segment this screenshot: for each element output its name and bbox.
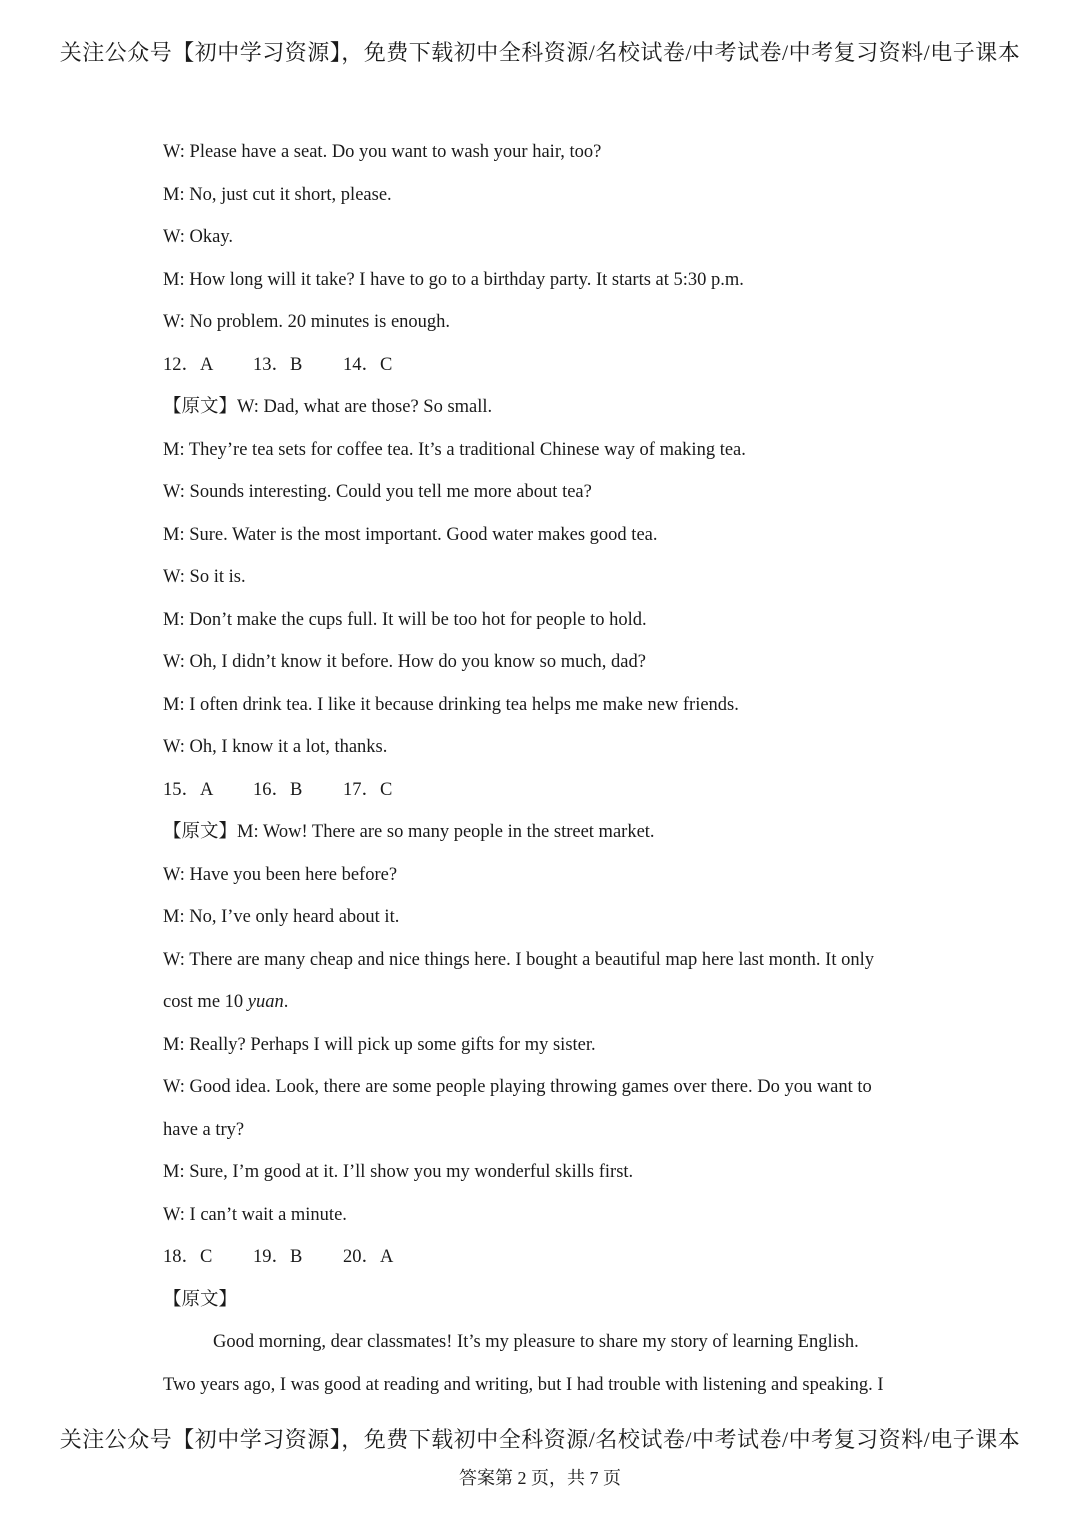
answer-row bbox=[163, 353, 923, 396]
document-body bbox=[163, 140, 923, 1415]
answer-14: 14．C bbox=[343, 354, 393, 375]
text-line: W: Okay. bbox=[163, 227, 234, 247]
answer-20: 20．A bbox=[343, 1247, 394, 1267]
text-line: M: Don’t make the cups full. It will be too hot for people to hold. bbox=[163, 609, 647, 630]
text-line: M: No, just cut it short, please. bbox=[163, 184, 392, 205]
text-line: 【原文】M: Wow! There are so many people in the street market. bbox=[163, 822, 655, 842]
text-line: M: No, I’ve only heard about it. bbox=[163, 907, 400, 927]
text-line bbox=[163, 990, 923, 1033]
text-line: W: Oh, I didn’t know it before. How do you know so much, dad? bbox=[163, 652, 646, 672]
answer-18: 18．C bbox=[163, 1247, 213, 1267]
text-line: W: Good idea. Look, there are some people playing throwing games over there. Do you want to bbox=[163, 1077, 872, 1097]
text-line: M: How long will it take? I have to go to a birthday party. It starts at 5:30 p.m. bbox=[163, 269, 744, 290]
page-number: 答案第 2 页，共 7 页 bbox=[459, 1468, 621, 1488]
text-line: W: I can’t wait a minute. bbox=[163, 1204, 347, 1225]
italic-word: yuan bbox=[247, 992, 284, 1012]
answer-13: 13．B bbox=[253, 354, 303, 375]
header-banner: 关注公众号【初中学习资源】，免费下载初中全科资源/名校试卷/中考试卷/中考复习资料/电子课本 bbox=[59, 40, 1021, 65]
text-line: 【原文】W: Dad, what are those? So small. bbox=[163, 397, 493, 417]
text-line: W: There are many cheap and nice things here. I bought a beautiful map here last month. It only bbox=[163, 949, 874, 970]
text-line: Good morning, dear classmates! It’s my pleasure to share my story of learning English. bbox=[213, 1332, 859, 1352]
text-line: 【原文】 bbox=[163, 1289, 238, 1310]
text-line: M: Sure, I’m good at it. I’ll show you my wonderful skills first. bbox=[163, 1162, 634, 1182]
answer-15: 15．A bbox=[163, 779, 214, 800]
text-line: W: Please have a seat. Do you want to wash your hair, too? bbox=[163, 142, 602, 162]
text-line: M: They’re tea sets for coffee tea. It’s a traditional Chinese way of making tea. bbox=[163, 439, 746, 460]
text-line: M: I often drink tea. I like it because drinking tea helps me make new friends. bbox=[163, 694, 739, 715]
text-line: have a try? bbox=[163, 1119, 245, 1140]
text-line: W: Have you been here before? bbox=[163, 864, 398, 885]
footer-banner: 关注公众号【初中学习资源】，免费下载初中全科资源/名校试卷/中考试卷/中考复习资料/电子课本 bbox=[59, 1427, 1021, 1452]
answer-16: 16．B bbox=[253, 779, 303, 800]
answer-17: 17．C bbox=[343, 779, 393, 800]
text-line: W: No problem. 20 minutes is enough. bbox=[163, 312, 451, 332]
text-line: M: Really? Perhaps I will pick up some gifts for my sister. bbox=[163, 1034, 596, 1055]
answer-19: 19．B bbox=[253, 1247, 303, 1267]
text-line: M: Sure. Water is the most important. Good water makes good tea. bbox=[163, 524, 658, 545]
text-line: W: So it is. bbox=[163, 567, 246, 587]
text-span: cost me 10 bbox=[163, 992, 248, 1012]
text-line: W: Sounds interesting. Could you tell me more about tea? bbox=[163, 482, 592, 502]
text-line: Two years ago, I was good at reading and writing, but I had trouble with listening and speaking. I bbox=[163, 1374, 884, 1395]
text-line: W: Oh, I know it a lot, thanks. bbox=[163, 737, 388, 757]
answer-row bbox=[163, 778, 923, 821]
answer-12: 12．A bbox=[163, 354, 214, 375]
answer-row bbox=[163, 1245, 923, 1288]
text-span: . bbox=[283, 992, 289, 1012]
